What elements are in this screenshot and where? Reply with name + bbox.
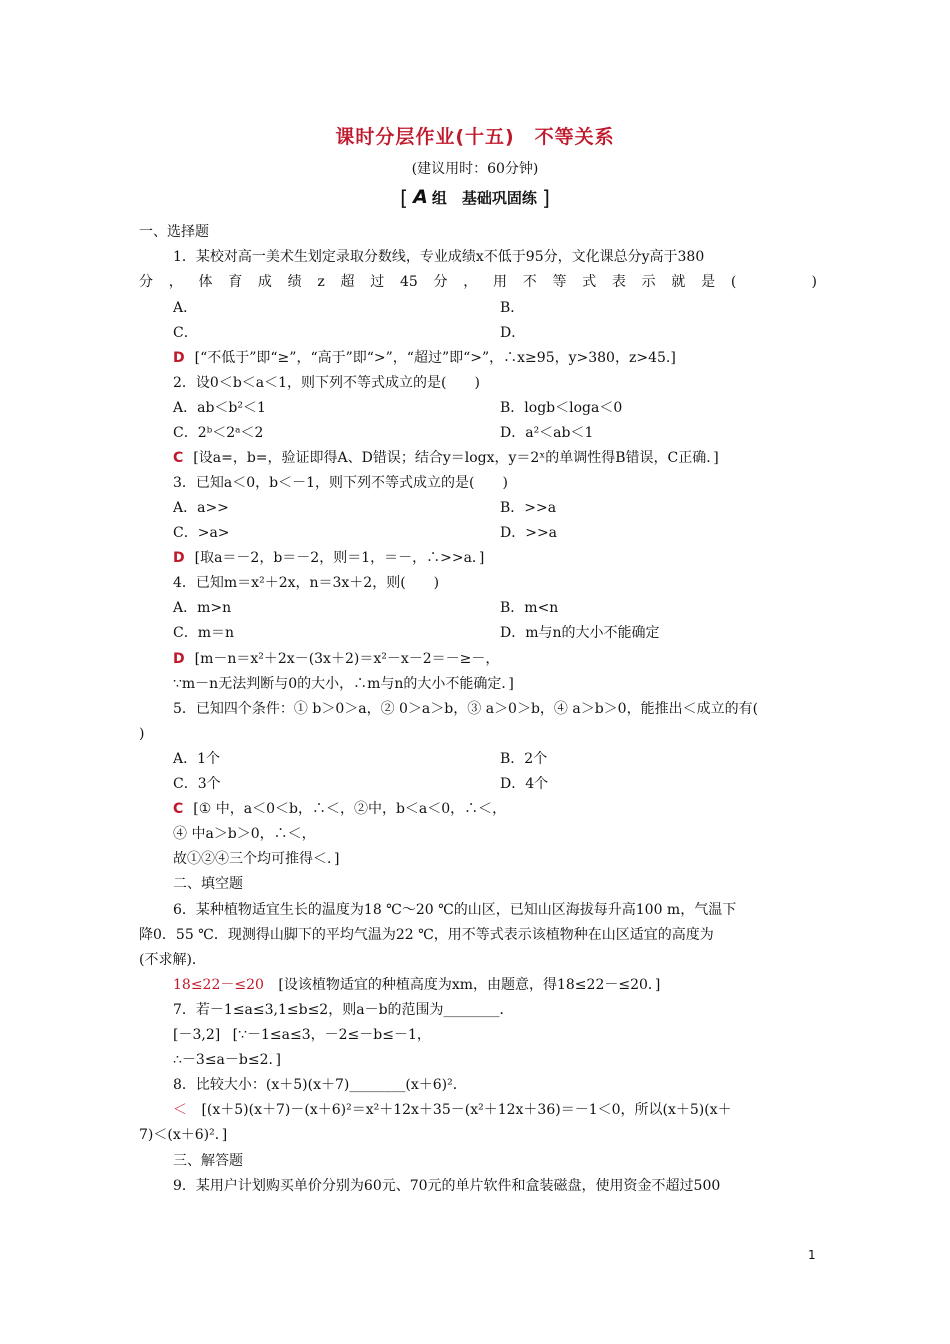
option-b: B．2个: [500, 751, 548, 767]
question-6-line-2: 降0．55 ℃．现测得山脚下的平均气温为22 ℃，用不等式表示该植物种在山区适宜的高度为: [139, 927, 714, 943]
explanation-continued: ∵m－n无法判断与0的大小，∴m与n的大小不能确定．]: [173, 676, 514, 692]
option-c: C．>a>: [173, 525, 230, 541]
question-8: 8．比较大小：(x＋5)(x＋7)________(x＋6)²．: [173, 1077, 467, 1093]
answer-letter: D: [173, 550, 185, 566]
group-heading: [0, 186, 950, 210]
option-d: D．>>a: [500, 525, 558, 541]
option-a: A．a>>: [173, 500, 229, 516]
option-d: D．m与n的大小不能确定: [500, 625, 660, 641]
explanation-continued: ∴－3≤a－b≤2．]: [173, 1052, 281, 1068]
option-row: [173, 623, 817, 643]
group-label: 组 基础巩固练: [431, 189, 537, 207]
option-b: B．: [500, 300, 525, 316]
answer-line: [173, 1025, 817, 1045]
question-5-line-1: 5．已知四个条件：① b＞0＞a，② 0＞a＞b，③ a＞0＞b，④ a＞b＞0，能推出＜成立的有(: [173, 701, 759, 717]
option-c: C．2ᵇ＜2ᵃ＜2: [173, 425, 264, 441]
option-row: [173, 774, 817, 794]
answer-line: [173, 799, 817, 819]
answer-line: [173, 975, 817, 995]
option-row: [173, 298, 817, 318]
section-heading: 一、选择题: [139, 224, 209, 240]
explanation: [设a=，b=，验证即得A、D错误；结合y＝logx，y＝2ˣ的单调性得B错误，C正确．]: [193, 450, 719, 466]
explanation: [① 中，a＜0＜b，∴＜，②中，b＜a＜0，∴＜，: [193, 801, 507, 817]
option-a: A．m>n: [173, 600, 232, 616]
group-letter: A: [413, 186, 428, 208]
question-1-line-1: 1．某校对高一美术生划定录取分数线，专业成绩x不低于95分，文化课总分y高于380: [173, 249, 705, 265]
section-heading: 二、填空题: [173, 876, 243, 892]
question-5-line-2: ): [139, 726, 145, 742]
answer-letter: D: [173, 350, 185, 366]
section-heading: 三、解答题: [173, 1153, 243, 1169]
explanation: [设该植物适宜的种植高度为xm，由题意，得18≤22－≤20．]: [278, 977, 661, 993]
suggested-time: (建议用时：60分钟): [411, 161, 539, 177]
answer-line: [173, 448, 817, 468]
option-row: [173, 598, 817, 618]
answer-text: ＜: [173, 1102, 187, 1118]
option-row: [173, 749, 817, 769]
question-3: 3．已知a＜0，b＜－1，则下列不等式成立的是( ): [173, 475, 508, 491]
option-a: A．ab＜b²＜1: [173, 400, 266, 416]
option-c: C．3个: [173, 776, 221, 792]
option-c: C．m＝n: [173, 625, 235, 641]
option-c: C．: [173, 325, 198, 341]
explanation-continued: 7)＜(x＋6)²．]: [139, 1127, 228, 1143]
question-6-line-1: 6．某种植物适宜生长的温度为18 ℃～20 ℃的山区，已知山区海拔每升高100 m，气温下: [173, 902, 737, 918]
answer-line: [173, 1100, 817, 1120]
answer-letter: C: [173, 450, 184, 466]
option-d: D．a²＜ab＜1: [500, 425, 594, 441]
question-7: 7．若－1≤a≤3,1≤b≤2，则a－b的范围为________．: [173, 1002, 514, 1018]
answer-line: [173, 348, 817, 368]
option-b: B．m<n: [500, 600, 559, 616]
answer-line: [173, 548, 817, 568]
explanation: [m－n＝x²＋2x－(3x＋2)＝x²－x－2＝－≥－，: [194, 651, 500, 667]
question-6-line-3: (不求解)．: [139, 952, 206, 968]
option-row: [173, 398, 817, 418]
answer-letter: D: [173, 651, 185, 667]
answer-line: [173, 649, 817, 669]
option-row: [173, 423, 817, 443]
option-row: [173, 323, 817, 343]
question-4: 4．已知m＝x²＋2x，n＝3x＋2，则( ): [173, 575, 440, 591]
option-row: [173, 523, 817, 543]
question-9: 9．某用户计划购买单价分别为60元、70元的单片软件和盒装磁盘，使用资金不超过500: [173, 1178, 721, 1194]
explanation-continued: 故①②④三个均可推得＜．]: [173, 851, 340, 867]
explanation: [取a＝－2，b＝－2，则＝1，＝－，∴>>a．]: [194, 550, 485, 566]
explanation-continued: ④ 中a＞b＞0，∴＜，: [173, 826, 316, 842]
bracket-close: ]: [542, 186, 550, 210]
answer-text: 18≤22－≤20: [173, 977, 264, 993]
explanation: [“不低于”即“≥”，“高于”即“>”，“超过”即“>”，∴x≥95，y>380，z>45.]: [194, 350, 676, 366]
explanation: [(x＋5)(x＋7)－(x＋6)²＝x²＋12x＋35－(x²＋12x＋36)＝－1＜0，所以(x＋5)(x＋: [201, 1102, 732, 1118]
answer-letter: C: [173, 801, 184, 817]
bracket-open: [: [400, 186, 408, 210]
page-number: 1: [808, 1248, 816, 1262]
option-d: D．4个: [500, 776, 549, 792]
option-d: D．: [500, 325, 526, 341]
explanation: [∵－1≤a≤3，－2≤－b≤－1，: [232, 1027, 431, 1043]
option-a: A．1个: [173, 751, 221, 767]
option-b: B．>>a: [500, 500, 557, 516]
option-a: A．: [173, 300, 198, 316]
question-1-line-2: 分，体育成绩z超过45分，用不等式表示就是( ): [139, 274, 817, 290]
answer-text: [－3,2]: [173, 1027, 221, 1043]
option-b: B．logb＜loga＜0: [500, 400, 623, 416]
page-title: 课时分层作业(十五) 不等关系: [335, 126, 615, 148]
question-2: 2．设0＜b＜a＜1，则下列不等式成立的是( ): [173, 375, 480, 391]
option-row: [173, 498, 817, 518]
